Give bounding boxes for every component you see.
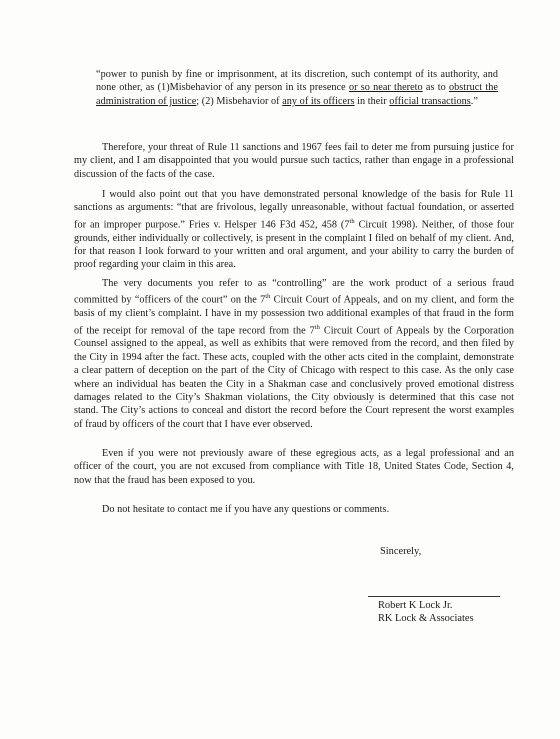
paragraph-compliance <box>74 447 514 487</box>
paragraph-text: I would also point out that you have demonstrated personal knowledge of the basis for Rule 11 sanctions as arguments: “that are frivolous, legally unreasonable, without factual foundation, or asserted for an improper purpose.” Fries v. Helsper 146 F3d 452, 458 (7 <box>74 189 514 231</box>
paragraph-text: Even if you were not previously aware of these egregious acts, as a legal professional and an officer of the court, you are not excused from compliance with Title 18, United States Code, Section 4, now that the fraud has been exposed to you. <box>74 448 514 486</box>
paragraph-text: Therefore, your threat of Rule 11 sanctions and 1967 fees fail to deter me from pursuing justice for my client, and I am disappointed that you would pursue such tactics, rather than engage in a professional discussion of the facts of the case. <box>74 142 514 180</box>
paragraph-text: Circuit Court of Appeals, and on my client, and form the basis of my client’s complaint. I have in my possession two additional examples of that fraud in the form of the receipt for removal of the tape record from the 7 <box>74 294 514 336</box>
paragraph-text: Do not hesitate to contact me if you have any questions or comments. <box>102 504 390 515</box>
quote-underlined-text: obstruct the administration of justice <box>96 82 499 107</box>
paragraph-text: Circuit 1998). Neither, of those four grounds, either individually or collectively, is present in the complaint I filed on behalf of my client. And, for that reason I look forward to your written and oral argument, and your ability to carry the burden of proof regarding your claim in this area. <box>74 219 514 271</box>
quote-text: .” <box>470 95 478 107</box>
closing-salutation: Sincerely, <box>380 546 422 557</box>
quote-underlined-text: or so near thereto <box>348 82 423 94</box>
ordinal-suffix: th <box>265 293 271 301</box>
quote-text: “power to punish by fine or imprisonment, at its discretion, such contempt of its authority, and none other, as (1)Misbehavior of any person in its presence <box>96 69 498 94</box>
quote-underlined-text: any of its officers <box>282 95 355 107</box>
paragraph-text: Circuit Court of Appeals by the Corporation Counsel assigned to the appeal, as well as exhibits that were removed from the record, and then filed by the City in 1994 after the fact. These acts, coupled with the other acts cited in the complaint, demonstrate a clear pattern of deception on the part of the City of Chicago with respect to this case. As the only case where an individual has beaten the City in a Shakman case and conclusively proved emotional distress damages related to the City’s Shakman violations, the City obviously is determined that this case not stand. The City’s actions to conceal and distort the record before the Court represent the worst examples of fraud by officers of the court that I have ever observed. <box>74 325 514 430</box>
quote-text: in their <box>354 95 390 107</box>
ordinal-suffix: th <box>314 323 320 331</box>
signature-line <box>368 596 500 597</box>
quote-text: as to <box>422 82 449 94</box>
signature-firm: RK Lock & Associates <box>378 613 474 624</box>
ordinal-suffix: th <box>349 217 355 225</box>
paragraph-rule-11-basis <box>74 188 514 272</box>
signature-name: Robert K Lock Jr. <box>378 600 453 611</box>
quote-underlined-text: official transactions <box>389 95 471 107</box>
quote-text: ; (2) Misbehavior of <box>196 95 283 107</box>
paragraph-controlling-documents <box>74 277 514 431</box>
paragraph-contact <box>74 503 514 516</box>
statute-quote <box>96 68 498 108</box>
paragraph-rule-11-threat <box>74 141 514 181</box>
paragraph-text: The very documents you refer to as “controlling” are the work product of a serious fraud committed by “officers of the court” on the 7 <box>74 278 514 306</box>
